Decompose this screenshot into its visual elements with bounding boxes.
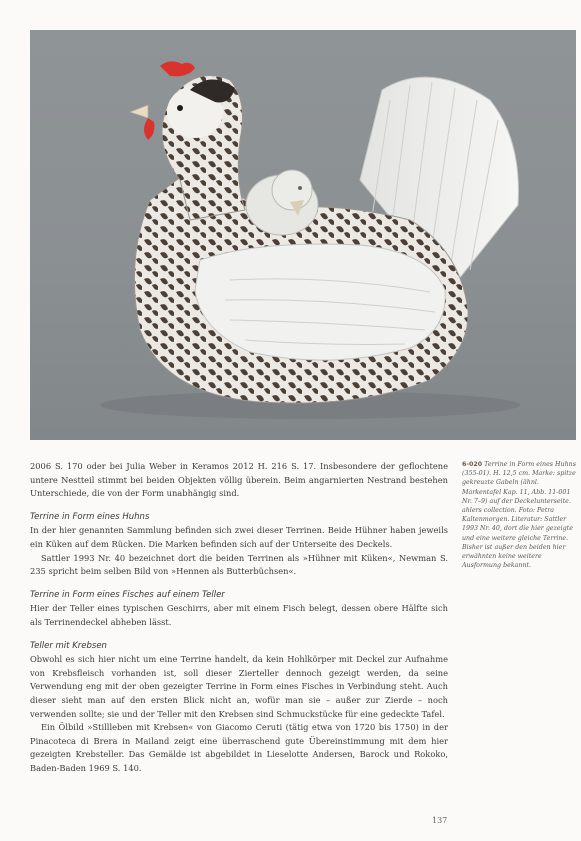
page-number: 137: [432, 816, 448, 825]
figure-number: 6-020: [462, 461, 483, 468]
main-text: [30, 460, 448, 775]
section-heading-huhn: Terrine in Form eines Huhns: [30, 511, 150, 522]
figure-caption-text: Terrine in Form eines Huhns (355-01). H. 12,5 cm. Marke: spitze gekreuzte Gabeln (ähnl. Markentafel Kap. 11, Abb. 11-001 Nr. 7–9) auf der Deckelunterseite. ahlers collection. Foto: Petra Kaltenmorgen. Literatur: Sattler 1993 Nr. 40, dort die hier gezeigte und eine weitere gleiche Terrine. Bisher ist außer den beiden hier erwähnten keine weitere Ausformung bekannt.: [462, 461, 576, 570]
section-heading-krebse: Teller mit Krebsen: [30, 640, 107, 651]
section-paragraph: In der hier genannten Sammlung befinden sich zwei dieser Terrinen. Beide Hühner haben jeweils ein Küken auf dem Rücken. Die Marken befinden sich auf der Unterseite des Deckels.: [30, 525, 448, 549]
hen-tureen-illustration: [30, 30, 576, 440]
section-paragraph: Sattler 1993 Nr. 40 bezeichnet dort die beiden Terrinen als »Hühner mit Küken«, Newman S. 235 spricht beim selben Bild von »Hennen als Butterbüchsen«.: [30, 552, 448, 577]
intro-paragraph: 2006 S. 170 oder bei Julia Weber in Keramos 2012 H. 216 S. 17. Insbesondere der geflochtene untere Nestteil stimmt bei beiden Objekten völlig überein. Beim angarnierten Nestrand bestehen Unterschiede, die von der Form unabhängig sind.: [30, 461, 448, 499]
figure-caption: [462, 460, 576, 570]
section-paragraph: Ein Ölbild »Stillleben mit Krebsen« von Giacomo Ceruti (tätig etwa von 1720 bis 1750) in der Pinacoteca di Brera in Mailand zeigt eine überraschend gute Übereinstimmung mit dem hier gezeigten Krebsteller. Das Gemälde ist abgebildet in Lieselotte Andersen, Barock und Rokoko, Baden-Baden 1969 S. 140.: [30, 722, 448, 773]
section-paragraph: Hier der Teller eines typischen Geschirrs, aber mit einem Fisch belegt, dessen obere Hälfte sich als Terrinendeckel abheben lässt.: [30, 603, 448, 627]
section-heading-fisch: Terrine in Form eines Fisches auf einem Teller: [30, 589, 225, 600]
hen-tureen-photo: [30, 30, 576, 440]
section-paragraph: Obwohl es sich hier nicht um eine Terrine handelt, da kein Hohlkörper mit Deckel zur Aufnahme von Krebsfleisch vorhanden ist, soll dieser Zierteller dennoch gezeigt werden, da seine Verwendung eng mit der oben gezeigter Terrine in Form eines Fisches in Verbindung steht. Auch dieser sieht man auf den ersten Blick nicht an, wofür man sie – außer zur Zierde – noch verwenden sollte; sie und der Teller mit den Krebsen sind Schmuckstücke für eine gedeckte Tafel.: [30, 654, 448, 719]
